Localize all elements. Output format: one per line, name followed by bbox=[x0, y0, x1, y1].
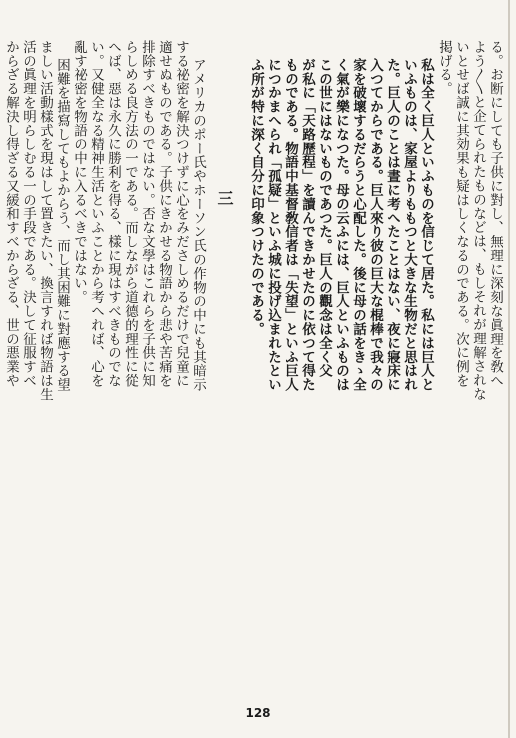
quoted-passage-column: につかまへられ「孤疑」といふ城に投げ込まれたとい bbox=[265, 58, 281, 392]
text-column: る。お断にしても子供に對し、無理に深刻な眞理を敎へ bbox=[487, 40, 503, 388]
section-heading: 三 bbox=[215, 190, 234, 206]
text-column: へば、惡は永久に勝利を得る、樣に現はすべきものでな bbox=[105, 40, 121, 388]
text-column: ましい活動樣式を現はして置きたい、換言すれば物語は生 bbox=[37, 40, 53, 402]
text-column: する祕密を解決つけずに心をみださしめるだけで兒童に bbox=[173, 40, 189, 388]
text-column: アメリカのポー氏やホーソン氏の作物の中にも其暗示 bbox=[190, 58, 206, 392]
quoted-passage-column: いふものは、家屋よりももつと大きな生物だと思はれ bbox=[401, 58, 417, 392]
page-edge bbox=[508, 0, 510, 738]
text-column: 排除すべきものではない。否な文學はこれらを子供に知 bbox=[139, 40, 155, 388]
text-column: いとせば誠に其効果も疑はしくなるのである。次に例を bbox=[453, 40, 469, 388]
page-number: 128 bbox=[245, 706, 271, 720]
text-column: い。又健全なる精神生活といふことから考へれば、心を bbox=[88, 40, 104, 388]
quoted-passage-column: 入つてからである。巨人來り彼の巨大な棍棒で我々の bbox=[367, 58, 383, 392]
quoted-passage-column: が私に「天路歷程」を讀んできかせたのに依つて得た bbox=[299, 58, 315, 392]
text-column: 適せぬものである。子供にきかせる物語から悲や苦痛を bbox=[156, 40, 172, 388]
text-column: らしめる良方法の一である。而しながら道德的理性に從 bbox=[122, 40, 138, 388]
quoted-passage-column: ふ所が特に深く自分に印象つけたのである。 bbox=[248, 58, 264, 336]
text-column: 活の眞理を明らしむる一の手段である。決して征服すべ bbox=[20, 40, 36, 388]
text-column: 掲げる。 bbox=[436, 40, 452, 96]
quoted-passage-column: 私は全く巨人といふものを信じて居た。私には巨人と bbox=[418, 58, 434, 392]
text-column: 亂す祕密を物語の中に入るべきではない。 bbox=[71, 40, 87, 305]
text-column: 困難を描寫してもよからう、而し其困難に對應する望 bbox=[54, 58, 70, 392]
quoted-passage-column: この世にはないものであつた。巨人の觀念は全く父 bbox=[316, 58, 332, 378]
quoted-passage-column: く氣が樂になつた。母の云ふには、巨人といふものは bbox=[333, 58, 349, 392]
quoted-passage-column: ものである。物語中基督敎信者は「失望」といふ巨人 bbox=[282, 58, 298, 392]
quoted-passage-column: 家を破壞するだらうと心配した。後に母の話をきゝ全 bbox=[350, 58, 366, 392]
text-column: よう〳〵と企てられたものなどは、もしそれが理解されな bbox=[470, 40, 486, 401]
quoted-passage-column: た。巨人のことは晝に考へたことはない、夜に寢床に bbox=[384, 58, 400, 392]
text-column: からざる解決し得ざる又緩和すべからざる、世の悪業や bbox=[3, 40, 19, 388]
